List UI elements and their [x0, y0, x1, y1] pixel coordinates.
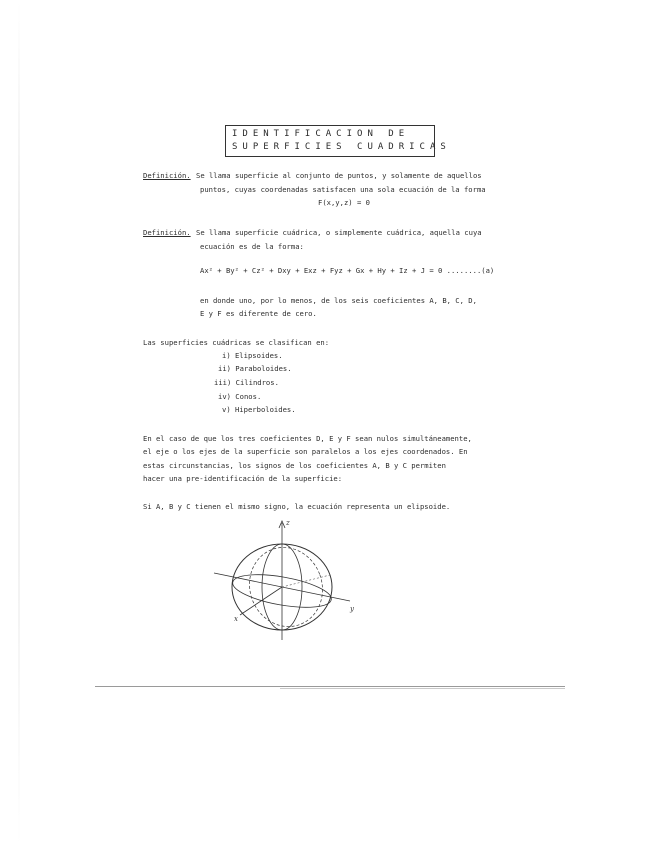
x-axis-line	[240, 587, 282, 615]
def1-formula: F(x,y,z) = 0	[318, 198, 370, 207]
classification-intro: Las superficies cuádricas se clasifican en:	[143, 338, 330, 347]
classification-item-4: iv) Conos.	[218, 392, 262, 401]
def2-label: Definición.	[143, 228, 191, 237]
def1-line-1: Se llama superficie al conjunto de puntos, y solamente de aquellos	[196, 171, 482, 180]
paragraph-line-1: En el caso de que los tres coeficientes D, E y F sean nulos simultáneamente,	[143, 434, 472, 443]
scan-edge	[18, 0, 20, 848]
y-axis-label: y	[350, 605, 354, 613]
ellipsoid-figure	[210, 515, 370, 650]
z-axis-label: z	[286, 519, 290, 527]
title-box	[225, 125, 451, 157]
def2-line-1: Se llama superficie cuádrica, o simplemente cuádrica, aquella cuya	[196, 228, 482, 237]
def1-line-2: puntos, cuyas coordenadas satisfacen una sola ecuación de la forma	[200, 185, 486, 194]
classification-item-2: ii) Paraboloides.	[218, 364, 292, 373]
bottom-rule	[95, 686, 565, 687]
paragraph-line-2: el eje o los ejes de la superficie son paralelos a los ejes coordenados. En	[143, 447, 468, 456]
def2-equation: Ax² + By² + Cz² + Dxy + Exz + Fyz + Gx + Hy + Iz + J = 0 ........(a)	[200, 266, 495, 275]
x-axis-label: x	[234, 615, 238, 623]
classification-item-1: i) Elipsoides.	[222, 351, 283, 360]
def2-line-2: ecuación es de la forma:	[200, 242, 304, 251]
def2-condition-2: E y F es diferente de cero.	[200, 309, 317, 318]
ellipsoid-statement: Si A, B y C tienen el mismo signo, la ecuación representa un elipsoide.	[143, 502, 451, 511]
title-line-2: SUPERFICIES CUADRICAS	[232, 142, 451, 152]
paragraph-line-4: hacer una pre-identificación de la superficie:	[143, 474, 343, 483]
def1-label: Definición.	[143, 171, 191, 180]
classification-item-3: iii) Cilindros.	[214, 378, 279, 387]
def2-condition-1: en donde uno, por lo menos, de los seis coeficientes A, B, C, D,	[200, 296, 477, 305]
title-line-1: IDENTIFICACION DE	[232, 129, 410, 139]
paragraph-line-3: estas circunstancias, los signos de los coeficientes A, B y C permiten	[143, 461, 446, 470]
classification-item-5: v) Hiperboloides.	[222, 405, 296, 414]
inner-dashed-axis	[282, 575, 330, 587]
bottom-rule-shadow	[280, 688, 565, 689]
